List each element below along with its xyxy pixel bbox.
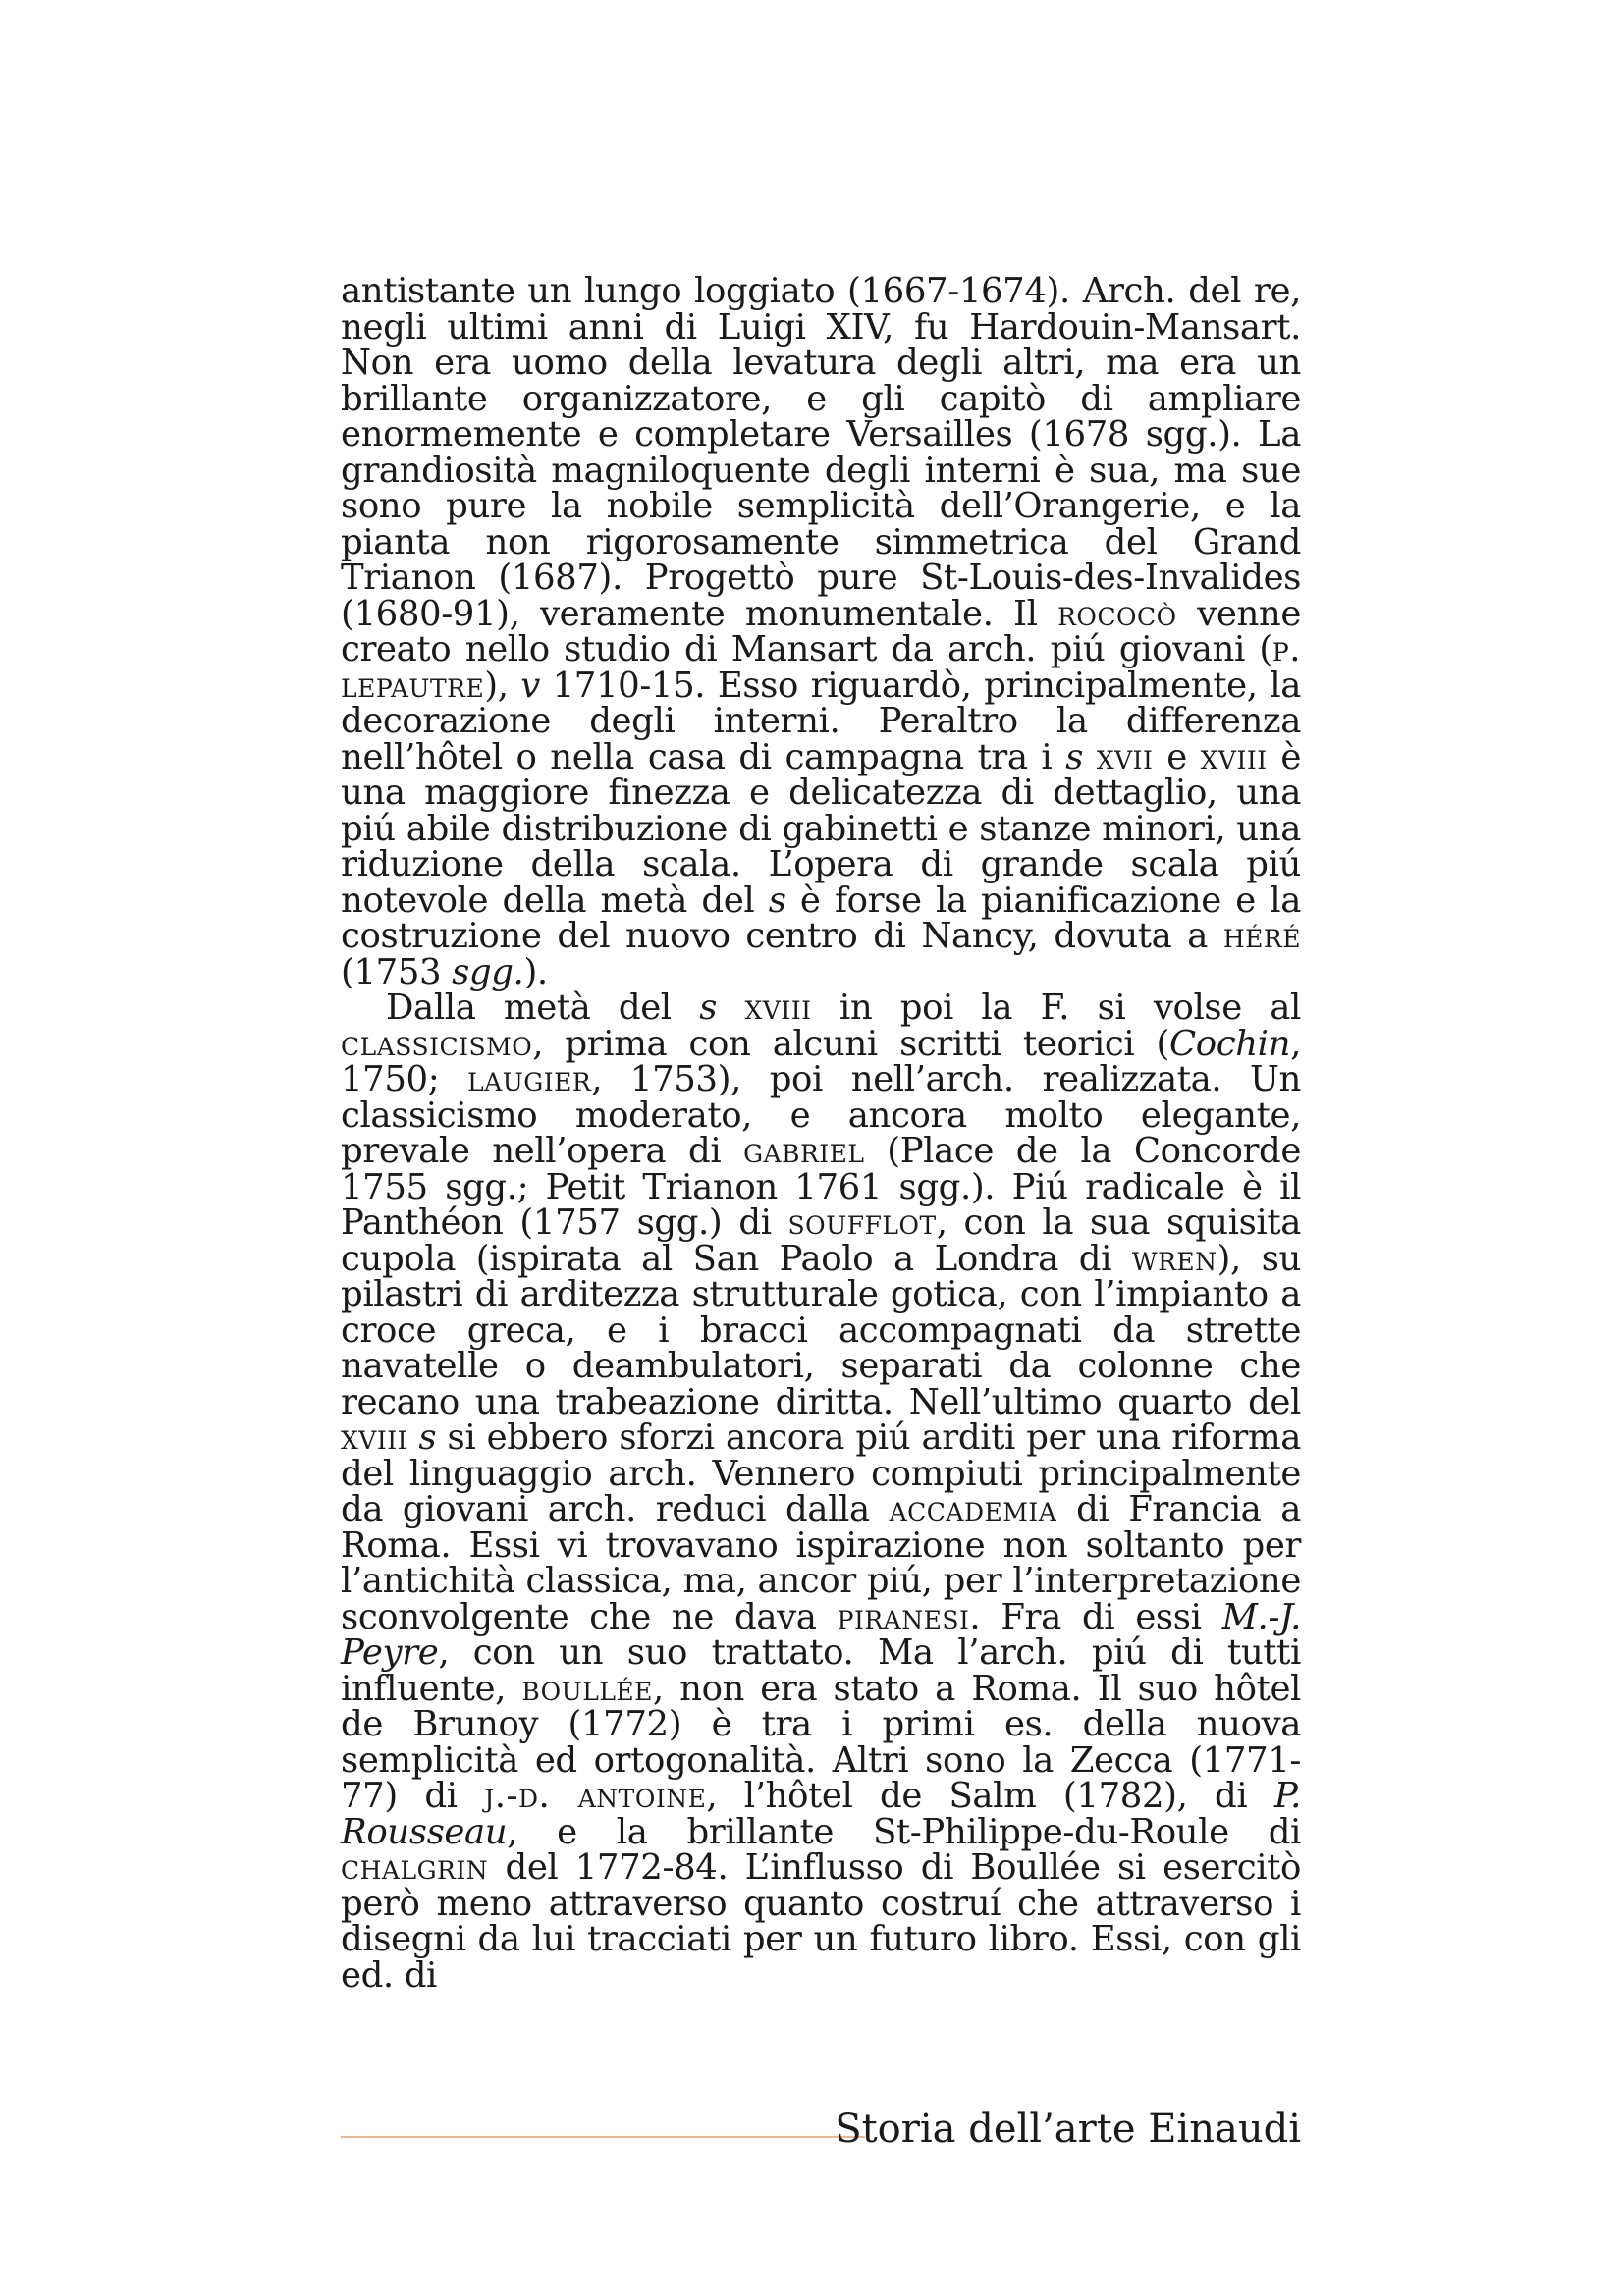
- cross-reference: boullée: [521, 1668, 653, 1709]
- cross-reference: xviii: [1200, 736, 1268, 777]
- text-run: , e la brillante St-Philippe-du-Roule di: [507, 1811, 1301, 1852]
- text-run: , 1750;: [341, 1023, 1301, 1099]
- text-run: , prima con alcuni scritti teorici (: [532, 1023, 1169, 1064]
- text-run: antistante un lungo loggiato (1667-1674). Arch. del re, negli ultimi anni di Luigi XIV, fu Hardouin-Mansart. Non era uomo della levatura degli altri, ma era un brillante organizzatore, e gli capitò di ampliare enormemente e completare Versailles (1678 sgg.). La grandiosità magniloquente degli interni è sua, ma sue sono pure la nobile semplicità dell’Orangerie, e la pianta non rigorosamente simmetrica del Grand Trianon (1687). Progettò pure St-Louis-des-Invalides (1680-91), veramente monumentale. Il: [341, 271, 1301, 634]
- paragraph-1: [341, 271, 1302, 992]
- text-run: (Place de la Concorde 1755 sgg.; Petit Trianon 1761 sgg.). Piú radicale è il Panthéon (1757 sgg.) di: [341, 1131, 1301, 1243]
- footer-rule: [341, 2136, 865, 2138]
- text-run: . Fra di essi: [969, 1596, 1222, 1637]
- italic-text: P. Rousseau: [341, 1776, 1301, 1852]
- text-run: , 1753), poi nell’arch. realizzata. Un classicismo moderato, e ancora molto elegante, prevale nell’opera di: [341, 1059, 1301, 1171]
- cross-reference: chalgrin: [341, 1847, 489, 1888]
- italic-text: s: [1065, 736, 1084, 777]
- text-run: , non era stato a Roma. Il suo hôtel de Brunoy (1772) è tra i primi es. della nuova semplicità ed ortogonalità. Altri sono la Zecca (1771-77) di: [341, 1668, 1302, 1816]
- text-run: in poi la F. si volse al: [811, 988, 1301, 1028]
- text-run: del 1772-84. L’influsso di Boullée si esercitò però meno attraverso quanto costruí che attraverso i disegni da lui tracciati per un futuro libro. Essi, con gli ed. di: [341, 1847, 1301, 1996]
- text-run: ).: [523, 951, 548, 992]
- italic-text: s: [418, 1417, 437, 1458]
- cross-reference: classicismo: [341, 1023, 533, 1064]
- cross-reference: j.-d. antoine: [484, 1776, 707, 1816]
- paragraph-2: [341, 990, 1301, 1994]
- cross-reference: piranesi: [837, 1596, 970, 1637]
- text-run: [1083, 737, 1097, 777]
- cross-reference: laugier: [467, 1059, 592, 1099]
- cross-reference: héré: [1222, 916, 1301, 956]
- text-run: [717, 988, 744, 1028]
- cross-reference: accademia: [889, 1489, 1057, 1529]
- cross-reference: p. lepautre: [341, 629, 1301, 706]
- text-run: [407, 1417, 418, 1458]
- page-footer: [341, 2103, 1301, 2162]
- page-body: [341, 271, 1302, 1996]
- cross-reference: rococò: [1057, 593, 1177, 634]
- text-run: di Francia a Roma. Essi vi trovavano ispirazione non soltanto per l’antichità classica, ma, ancor piú, per l’interpretazione sconvolgente che ne dava: [341, 1489, 1301, 1637]
- italic-text: sgg.: [452, 951, 524, 992]
- text-run: è una maggiore finezza e delicatezza di dettaglio, una piú abile distribuzione di gabinetti e stanze minori, una riduzione della scala. L’opera di grande scala piú notevole della metà del: [341, 736, 1302, 921]
- cross-reference: xviii: [744, 988, 812, 1028]
- text-run: e: [1153, 736, 1201, 777]
- cross-reference: wren: [1131, 1238, 1217, 1279]
- text-run: si ebbero sforzi ancora piú arditi per una riforma del linguaggio arch. Vennero compiuti principalmente da giovani arch. reduci dalla: [341, 1417, 1301, 1529]
- cross-reference: xvii: [1096, 736, 1154, 777]
- italic-text: v: [520, 665, 540, 706]
- text-run: Dalla metà del: [386, 988, 700, 1028]
- text-run: venne creato nello studio di Mansart da arch. piú giovani (: [341, 593, 1301, 669]
- footer-title: Storia dell’arte Einaudi: [835, 2107, 1301, 2152]
- italic-text: M.-J. Peyre: [341, 1596, 1301, 1673]
- text-run: , l’hôtel de Salm (1782), di: [706, 1776, 1274, 1816]
- italic-text: Cochin: [1169, 1023, 1291, 1064]
- text-run: è forse la pianificazione e la costruzione del nuovo centro di Nancy, dovuta a: [341, 880, 1301, 956]
- text-run: (1753: [341, 951, 453, 992]
- text-run: , con un suo trattato. Ma l’arch. piú di tutti influente,: [341, 1632, 1301, 1709]
- italic-text: s: [768, 880, 786, 921]
- text-run: ), su pilastri di arditezza strutturale gotica, con l’impianto a croce greca, e i bracci accompagnati da strette navatelle o deambulatori, separati da colonne che recano una trabeazione diritta. Nell’ultimo quarto del: [341, 1238, 1301, 1422]
- cross-reference: soufflot: [787, 1202, 937, 1243]
- cross-reference: xviii: [341, 1417, 407, 1458]
- italic-text: s: [699, 988, 718, 1028]
- text-run: 1710-15. Esso riguardò, principalmente, la decorazione degli interni. Peraltro la differenza nell’hôtel o nella casa di campagna tra i: [341, 665, 1301, 777]
- text-run: , con la sua squisita cupola (ispirata al San Paolo a Londra di: [341, 1202, 1301, 1279]
- cross-reference: gabriel: [743, 1131, 865, 1171]
- text-run: ),: [484, 665, 521, 706]
